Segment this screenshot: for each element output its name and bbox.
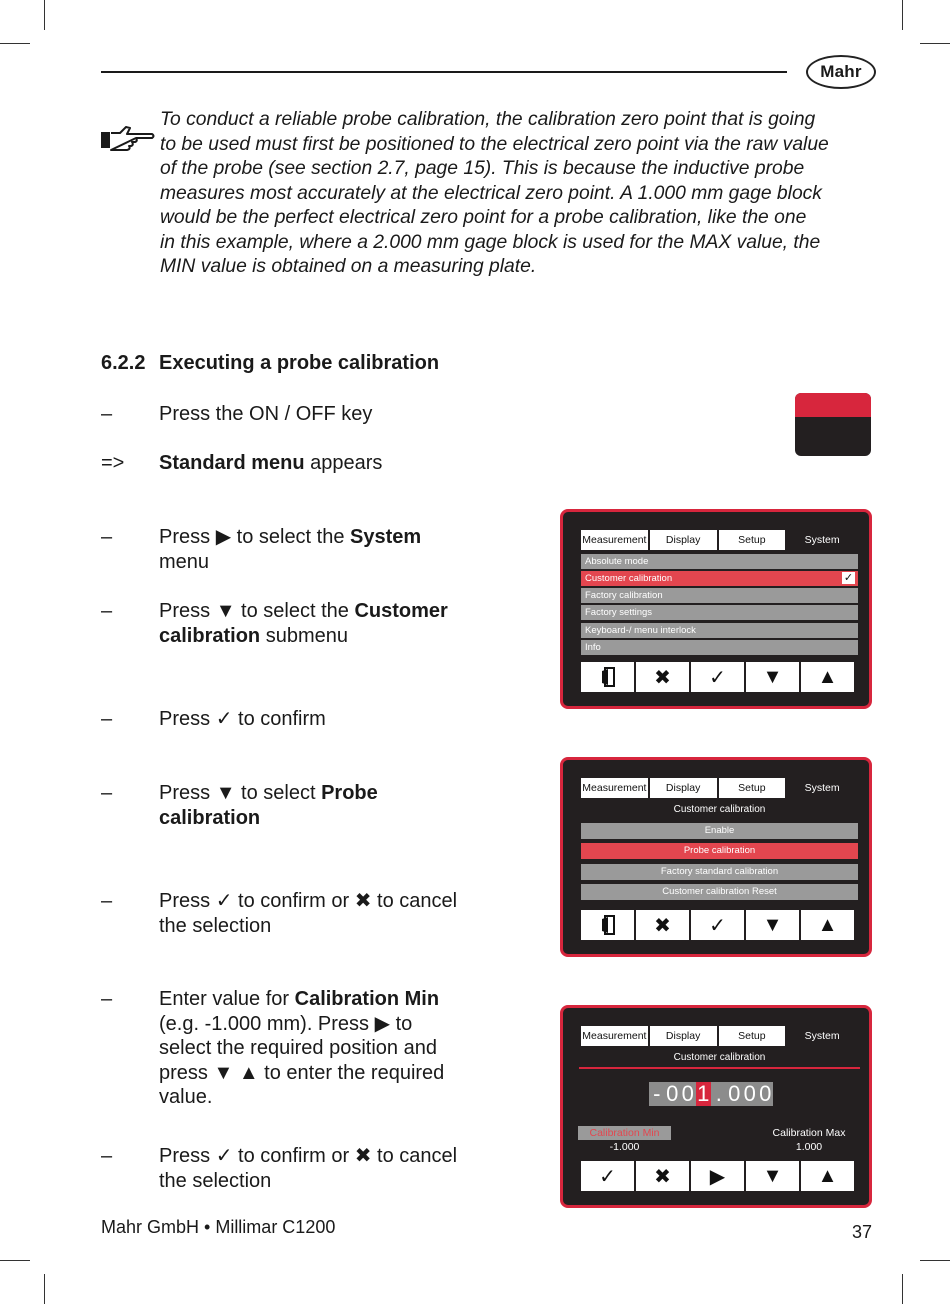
checkbox-icon: ✓ bbox=[843, 572, 854, 584]
tab-setup[interactable]: Setup bbox=[719, 530, 786, 550]
step-marker: => bbox=[101, 452, 125, 474]
step-marker: – bbox=[101, 1145, 113, 1167]
tab-setup[interactable]: Setup bbox=[719, 1026, 786, 1046]
exit-door-icon bbox=[600, 667, 616, 687]
menu-item-absolute-mode[interactable]: Absolute mode bbox=[581, 554, 858, 569]
on-off-key[interactable] bbox=[795, 393, 871, 456]
crop-mark bbox=[902, 1274, 903, 1304]
crop-mark bbox=[44, 1274, 45, 1304]
up-button[interactable] bbox=[801, 662, 854, 692]
check-icon: ✓ bbox=[215, 1145, 233, 1167]
crop-mark bbox=[0, 43, 30, 44]
softkey-bar bbox=[581, 662, 856, 692]
down-arrow-icon: ▼ bbox=[762, 1164, 783, 1187]
digit[interactable]: 0 bbox=[728, 1081, 741, 1106]
crop-mark bbox=[920, 1260, 950, 1261]
down-arrow-icon: ▼ bbox=[215, 782, 236, 804]
screen-subtitle: Customer calibration bbox=[673, 1052, 766, 1063]
crop-mark bbox=[920, 43, 950, 44]
note-line: To conduct a reliable probe calibration, the calibration zero point that is going bbox=[160, 109, 816, 130]
cross-icon: ✖ bbox=[654, 914, 671, 937]
calibration-max-label: Calibration Max bbox=[772, 1127, 846, 1139]
section-title: Executing a probe calibration bbox=[159, 352, 440, 374]
tab-setup[interactable]: Setup bbox=[719, 778, 786, 798]
calibration-min-value: -1.000 bbox=[609, 1141, 640, 1153]
digit[interactable]: . bbox=[715, 1081, 722, 1106]
digit[interactable]: 0 bbox=[743, 1081, 756, 1106]
down-arrow-icon: ▼ bbox=[762, 665, 783, 688]
down-button[interactable] bbox=[746, 910, 799, 940]
crop-mark bbox=[0, 1260, 30, 1261]
menu-item-customer-calibration[interactable]: Customer calibration ✓ bbox=[581, 571, 858, 586]
note-line: would be the perfect electrical zero point for a probe calibration, like the one bbox=[160, 207, 807, 228]
crop-mark bbox=[902, 0, 903, 30]
down-arrow-icon: ▼ bbox=[215, 600, 236, 622]
up-button[interactable] bbox=[801, 1161, 854, 1191]
tab-system[interactable]: System bbox=[804, 1030, 840, 1042]
menu-item-customer-calibration-reset[interactable]: Customer calibration Reset bbox=[581, 884, 858, 900]
tab-system[interactable]: System bbox=[804, 782, 840, 794]
right-button[interactable] bbox=[691, 1161, 744, 1191]
menu-item-factory-standard-calibration[interactable]: Factory standard calibration bbox=[581, 864, 858, 880]
section-number: 6.2.2 bbox=[101, 352, 146, 374]
menu-item-probe-calibration[interactable]: Probe calibration bbox=[581, 843, 858, 859]
page-number: 37 bbox=[852, 1222, 873, 1242]
value-entry-field[interactable] bbox=[649, 1082, 773, 1106]
tab-system[interactable]: System bbox=[804, 534, 840, 546]
down-arrow-icon: ▼ bbox=[213, 1061, 234, 1084]
calibration-max-value: 1.000 bbox=[795, 1141, 823, 1153]
check-icon: ✓ bbox=[709, 666, 726, 689]
step-marker: – bbox=[101, 708, 113, 730]
screen-subtitle: Customer calibration bbox=[673, 804, 766, 815]
step-text: Press ✓ to confirm or ✖ to cancel the selection bbox=[159, 1145, 458, 1192]
step-text: Press ✓ to confirm bbox=[159, 708, 326, 730]
digit-selected[interactable]: 1 bbox=[697, 1081, 710, 1106]
screen-customer-calibration bbox=[560, 757, 872, 957]
step-text: Standard menu appears bbox=[159, 452, 383, 474]
step-marker: – bbox=[101, 526, 113, 548]
step-text: Press ▼ to select Probe calibration bbox=[159, 782, 378, 829]
tab-bar bbox=[581, 530, 859, 552]
digit[interactable]: 0 bbox=[666, 1081, 679, 1106]
screen-system-menu bbox=[560, 509, 872, 709]
mahr-logo: Mahr bbox=[806, 55, 876, 89]
step-text: Enter value for Calibration Min (e.g. -1.000 mm). Press ▶ to select the required position and press ▼ ▲ to enter the required value. bbox=[159, 988, 445, 1108]
tab-display[interactable]: Display bbox=[650, 778, 717, 798]
cross-icon: ✖ bbox=[654, 666, 671, 689]
note-line: of the probe (see section 2.7, page 15). This is because the inductive probe bbox=[160, 158, 805, 179]
confirm-button[interactable] bbox=[691, 910, 744, 940]
step-marker: – bbox=[101, 782, 113, 804]
divider bbox=[579, 1067, 860, 1069]
exit-button[interactable] bbox=[581, 662, 634, 692]
cross-icon: ✖ bbox=[354, 890, 372, 912]
tab-measurement[interactable]: Measurement bbox=[581, 778, 648, 798]
step-text: Press ▶ to select the System menu bbox=[159, 526, 422, 573]
softkey-bar bbox=[581, 910, 856, 940]
section-heading bbox=[101, 352, 439, 375]
down-arrow-icon: ▼ bbox=[762, 913, 783, 936]
note-line: to be used must first be positioned to the electrical zero point via the raw value bbox=[160, 133, 829, 155]
note-line: MIN value is obtained on a measuring plate. bbox=[160, 256, 537, 277]
check-icon: ✓ bbox=[215, 708, 233, 730]
softkey-bar bbox=[581, 1161, 856, 1191]
right-arrow-icon: ▶ bbox=[215, 526, 232, 548]
on-off-key-led bbox=[795, 393, 871, 417]
tab-measurement[interactable]: Measurement bbox=[581, 1026, 648, 1046]
check-icon: ✓ bbox=[599, 1165, 616, 1188]
tab-display[interactable]: Display bbox=[650, 1026, 717, 1046]
step-text: Press the ON / OFF key bbox=[159, 403, 373, 425]
tab-display[interactable]: Display bbox=[650, 530, 717, 550]
cross-icon: ✖ bbox=[654, 1165, 671, 1188]
calibration-min-label: Calibration Min bbox=[578, 1126, 671, 1140]
menu-item-info[interactable]: Info bbox=[581, 640, 858, 655]
menu-item-factory-calibration[interactable]: Factory calibration bbox=[581, 588, 858, 603]
cancel-button[interactable] bbox=[636, 662, 689, 692]
check-icon: ✓ bbox=[215, 890, 233, 912]
header-rule bbox=[101, 71, 787, 73]
step-marker: – bbox=[101, 988, 113, 1010]
tab-bar bbox=[581, 1026, 859, 1048]
check-icon: ✓ bbox=[709, 914, 726, 937]
menu-item-enable[interactable]: Enable bbox=[581, 823, 858, 839]
menu-item-factory-settings[interactable]: Factory settings bbox=[581, 605, 858, 620]
tab-measurement[interactable]: Measurement bbox=[581, 530, 648, 550]
up-arrow-icon: ▲ bbox=[817, 665, 838, 688]
screen-calibration-min-entry bbox=[560, 1005, 872, 1208]
note-line: measures most accurately at the electrical zero point. A 1.000 mm gage block bbox=[160, 182, 822, 204]
up-arrow-icon: ▲ bbox=[238, 1061, 259, 1084]
step-text: Press ▼ to select the Customer calibration submenu bbox=[159, 600, 448, 647]
pointing-hand-icon bbox=[100, 124, 156, 154]
exit-button[interactable] bbox=[581, 910, 634, 940]
cancel-button[interactable] bbox=[636, 1161, 689, 1191]
confirm-button[interactable] bbox=[581, 1161, 634, 1191]
down-button[interactable] bbox=[746, 662, 799, 692]
cross-icon: ✖ bbox=[354, 1145, 372, 1167]
right-arrow-icon: ▶ bbox=[709, 1165, 726, 1188]
tab-bar bbox=[581, 778, 859, 800]
digit[interactable]: - bbox=[653, 1081, 661, 1106]
footer-company: Mahr GmbH • Millimar C1200 bbox=[101, 1217, 336, 1237]
calibration-note bbox=[160, 108, 890, 280]
up-button[interactable] bbox=[801, 910, 854, 940]
menu-item-keyboard-interlock[interactable]: Keyboard-/ menu interlock bbox=[581, 623, 858, 638]
up-arrow-icon: ▲ bbox=[817, 1164, 838, 1187]
note-line: in this example, where a 2.000 mm gage block is used for the MAX value, the bbox=[160, 231, 821, 253]
down-button[interactable] bbox=[746, 1161, 799, 1191]
right-arrow-icon: ▶ bbox=[374, 1012, 391, 1035]
step-marker: – bbox=[101, 890, 113, 912]
up-arrow-icon: ▲ bbox=[817, 913, 838, 936]
confirm-button[interactable] bbox=[691, 662, 744, 692]
digit[interactable]: 0 bbox=[759, 1081, 772, 1106]
digit[interactable]: 0 bbox=[681, 1081, 694, 1106]
crop-mark bbox=[44, 0, 45, 30]
step-marker: – bbox=[101, 403, 113, 425]
cancel-button[interactable] bbox=[636, 910, 689, 940]
exit-door-icon bbox=[600, 915, 616, 935]
step-text: Press ✓ to confirm or ✖ to cancel the selection bbox=[159, 890, 458, 937]
step-marker: – bbox=[101, 600, 113, 622]
